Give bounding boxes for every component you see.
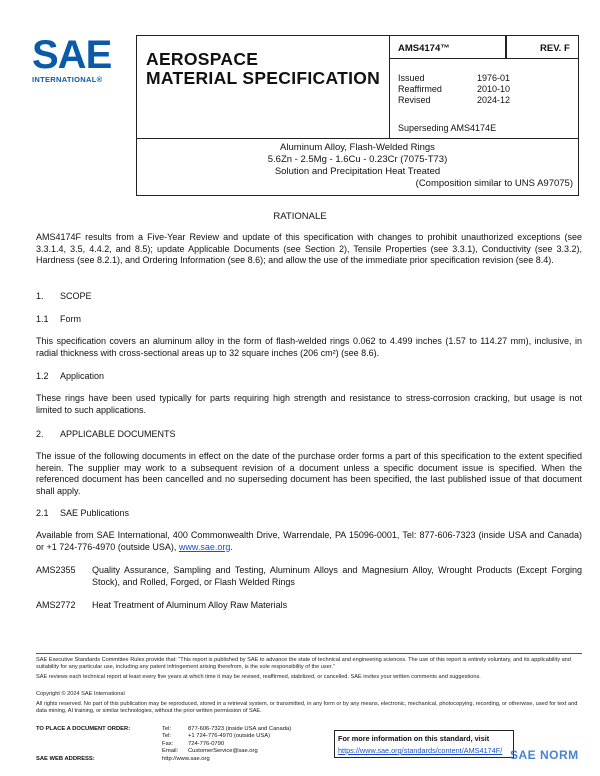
title-line-1: AEROSPACE (146, 49, 259, 69)
section-1-heading (36, 291, 92, 301)
desc-line-2: 5.6Zn - 2.5Mg - 1.6Cu - 0.23Cr (7075-T73) (267, 154, 448, 165)
email-label: Email: (162, 747, 179, 754)
rationale-text: AMS4174F results from a Five-Year Review and update of this specification with changes to prohibit unauthorized exceptions (see 3.3.1.4, 3.5, 4.4.2, and 8.5); update Applicable Documents (see Section 2), Tensile Properties (see 3.3.1), Conductivity (see 3.3.2), Hardness (see 8.2.1), and Ordering Information (see 8.6); and allow the use of the immediate prior specification revision (see 8.4). (36, 232, 582, 265)
section-1-1-heading (36, 314, 81, 324)
fax-number: 724-776-0790 (188, 740, 225, 747)
watermark: SAE NORM (510, 748, 579, 762)
logo-mark: SAE (32, 33, 112, 77)
tel-outside: +1 724-776-4970 (outside USA) (188, 733, 271, 740)
web-label: SAE WEB ADDRESS: (36, 756, 95, 762)
section-title: SCOPE (60, 291, 92, 301)
section-2-1-text (36, 530, 582, 553)
section-1-1-text: This specification covers an aluminum alloy in the form of flash-welded rings 0.062 to 4.499 inches (1.57 to 114.27 mm), inclusive, in radial thickness with cross-sectional areas up to 32 square inches (206 cm²) (see 8.6). (36, 336, 582, 358)
standard-page-link[interactable]: https://www.sae.org/standards/content/AMS4174F/ (338, 746, 503, 755)
issue-dates (398, 73, 510, 106)
logo-subtitle: INTERNATIONAL® (32, 75, 103, 84)
issued-label: Issued (398, 73, 425, 83)
reference-code: AMS2355 (36, 565, 76, 575)
reaffirmed-label: Reaffirmed (398, 84, 442, 94)
tel2-label: Tel: (162, 733, 172, 740)
footer-review-note: SAE reviews each technical report at least every five years at which time it may be revised, reaffirmed, stabilized, or cancelled. SAE invites your written comments and suggestions. (36, 674, 481, 680)
section-number: 2. (36, 429, 44, 439)
reference-title: Quality Assurance, Sampling and Testing, Aluminum Alloys and Magnesium Alloy, Wrought Products (Except Forging Stock), and Rolled, Forged, or Flash Welded Rings (92, 565, 582, 587)
section-2-heading (36, 429, 176, 439)
desc-line-4: (Composition similar to UNS A97075) (415, 178, 573, 189)
more-info-title: For more information on this standard, visit (338, 734, 490, 743)
email-link[interactable]: CustomerService@sae.org (188, 747, 258, 754)
sentence-end: . (230, 541, 233, 552)
footer-divider (36, 653, 582, 654)
superseding-note: Superseding AMS4174E (398, 123, 497, 133)
section-number: 1.1 (36, 314, 49, 324)
document-id: AMS4174™ (398, 43, 450, 54)
tel-label: Tel: (162, 726, 172, 732)
reference-item (36, 565, 582, 588)
section-number: 1.2 (36, 371, 49, 381)
document-type-title (146, 50, 380, 88)
section-title: SAE Publications (60, 508, 130, 518)
tel-inside: 877-606-7323 (inside USA and Canada) (188, 726, 292, 732)
web-link[interactable]: http://www.sae.org (162, 756, 210, 762)
sae-address-text: Available from SAE International, 400 Commonwealth Drive, Warrendale, PA 15096-0001, Tel: 877-606-7323 (inside USA and Canada) or +1 724-776-4970 (outside USA), (36, 530, 582, 552)
section-2-1-heading (36, 508, 129, 518)
desc-line-1: Aluminum Alloy, Flash-Welded Rings (280, 142, 435, 153)
order-label: TO PLACE A DOCUMENT ORDER: (36, 726, 131, 732)
reference-code: AMS2772 (36, 600, 76, 610)
revision-label: REV. F (540, 43, 570, 54)
reference-item (36, 600, 582, 612)
title-line-2: MATERIAL SPECIFICATION (146, 68, 381, 88)
footer-copyright: Copyright © 2024 SAE International (36, 691, 125, 697)
rationale-heading: RATIONALE (273, 211, 327, 222)
footer-rules-note: SAE Executive Standards Committee Rules provide that: “This report is published by SAE to advance the state of technical and engineering sciences. The use of this report is entirely voluntary, and its applicability and suitability for any particular use, including any patent infringement arising therefrom, is the sole responsibility of the user.” (36, 657, 571, 671)
fax-label: Fax: (162, 740, 174, 747)
desc-line-3: Solution and Precipitation Heat Treated (274, 166, 441, 177)
material-description (136, 142, 579, 190)
section-number: 1. (36, 291, 44, 301)
section-number: 2.1 (36, 508, 49, 518)
revised-label: Revised (398, 95, 431, 105)
sae-website-link[interactable]: www.sae.org (178, 541, 231, 552)
reference-title: Heat Treatment of Aluminum Alloy Raw Materials (92, 600, 288, 610)
section-1-2-text: These rings have been used typically for parts requiring high strength and resistance to stress-corrosion cracking, but usage is not limited to such applications. (36, 393, 582, 415)
section-1-2-heading (36, 371, 104, 381)
reaffirmed-date: 2010-10 (476, 84, 510, 94)
section-title: Application (60, 371, 105, 381)
section-title: APPLICABLE DOCUMENTS (60, 429, 176, 439)
issued-date: 1976-01 (476, 73, 510, 83)
sae-logo (32, 33, 122, 84)
section-2-text: The issue of the following documents in effect on the date of the purchase order forms a part of this specification to the extent specified herein. The supplier may work to a subsequent revision of a document unless a specific document issue is specified. When the referenced document has been cancelled and no superseding document has been specified, the last published issue of that document shall apply. (36, 451, 582, 496)
footer-rights-note: All rights reserved. No part of this publication may be reproduced, stored in a retrieval system, or transmitted, in any form or by any means, electronic, mechanical, photocopying, recording, or otherwise, used for text and data mining, AI training, or similar technologies, without the prior written permission of SAE. (36, 701, 578, 715)
section-title: Form (60, 314, 81, 324)
revised-date: 2024-12 (476, 95, 510, 105)
